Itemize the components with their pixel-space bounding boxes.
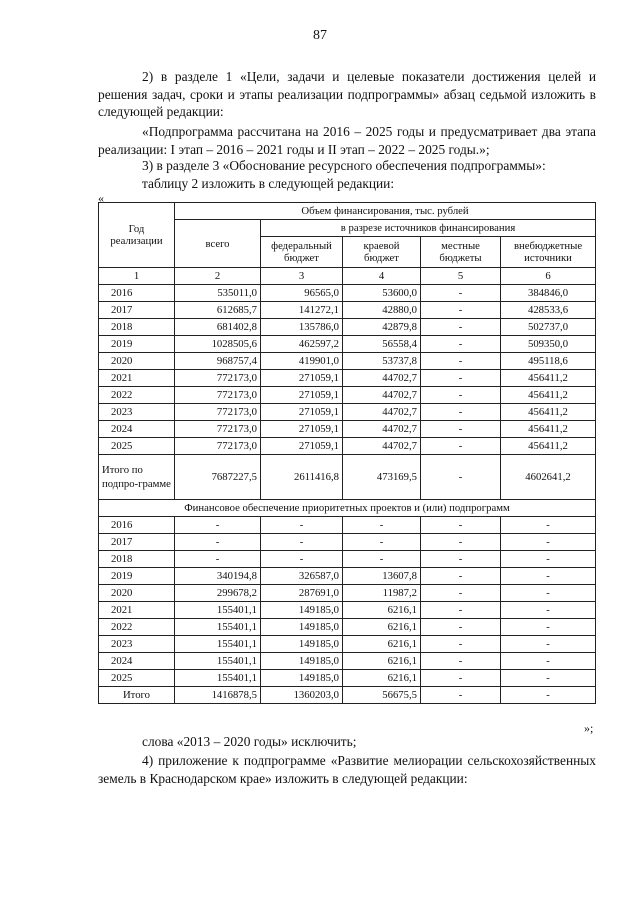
year-cell: 2022 [99,387,175,404]
value-cell: - [421,421,501,438]
year-cell: 2019 [99,568,175,585]
paragraph-text: 2) в разделе 1 «Цели, задачи и целевые показатели достижения целей и решения задач, сроки и этапы реализации подпрограммы» абзац седьмой изложить в следующей редакции: [98,69,596,119]
value-cell: 772173,0 [175,387,261,404]
value-cell: 149185,0 [261,636,343,653]
table-row [99,636,596,653]
paragraph-text: 3) в разделе 3 «Обоснование ресурсного обеспечения подпрограммы»: [142,158,546,173]
total-cell: 2611416,8 [261,455,343,500]
total-cell: 1360203,0 [261,687,343,704]
value-cell: 149185,0 [261,653,343,670]
value-cell: 287691,0 [261,585,343,602]
value-cell: - [175,551,261,568]
header-extra: внебюджетные источники [501,237,596,268]
value-cell: - [501,585,596,602]
funding-table-header [99,203,596,285]
value-cell: 772173,0 [175,421,261,438]
table-row [99,404,596,421]
table-total-row [99,687,596,704]
value-cell: 1028505,6 [175,336,261,353]
year-cell: 2024 [99,421,175,438]
value-cell: - [421,653,501,670]
value-cell: - [421,568,501,585]
table-row [99,602,596,619]
year-cell: 2023 [99,636,175,653]
column-number-cell: 5 [421,268,501,285]
value-cell: - [261,551,343,568]
table-row [99,585,596,602]
table-row [99,619,596,636]
value-cell: 155401,1 [175,670,261,687]
value-cell: 155401,1 [175,602,261,619]
value-cell: - [421,336,501,353]
value-cell: 968757,4 [175,353,261,370]
paragraph-text: слова «2013 – 2020 годы» исключить; [142,734,357,749]
value-cell: - [421,438,501,455]
table-row [99,319,596,336]
year-cell: 2021 [99,370,175,387]
value-cell: 271059,1 [261,438,343,455]
value-cell: 141272,1 [261,302,343,319]
value-cell: 428533,6 [501,302,596,319]
table-total-row [99,455,596,500]
value-cell: 149185,0 [261,602,343,619]
value-cell: - [421,602,501,619]
value-cell: - [261,534,343,551]
value-cell: - [175,517,261,534]
header-federal: федеральный бюджет [261,237,343,268]
column-number-cell: 6 [501,268,596,285]
value-cell: - [421,370,501,387]
value-cell: 149185,0 [261,619,343,636]
value-cell: 56558,4 [343,336,421,353]
value-cell: - [421,619,501,636]
value-cell: - [501,568,596,585]
table-row [99,551,596,568]
paragraph-text: «Подпрограмма рассчитана на 2016 – 2025 годы и предусматривает два этапа реализации: I этап – 2016 – 2021 годы и II этап – 2022 – 2025 годы.»; [98,124,596,157]
year-cell: 2017 [99,534,175,551]
year-cell: 2021 [99,602,175,619]
header-year: Год реализации [99,203,175,268]
value-cell: - [261,517,343,534]
paragraph-text: 4) приложение к подпрограмме «Развитие мелиорации сельскохозяйственных земель в Краснодарском крае» изложить в следующей редакции: [98,753,596,786]
page-number: 87 [313,28,327,43]
value-cell: 509350,0 [501,336,596,353]
value-cell: 271059,1 [261,421,343,438]
value-cell: - [421,302,501,319]
total-cell: - [421,455,501,500]
year-cell: 2022 [99,619,175,636]
total-cell: 1416878,5 [175,687,261,704]
column-number-cell: 4 [343,268,421,285]
value-cell: 299678,2 [175,585,261,602]
total-cell: - [421,687,501,704]
value-cell: - [501,653,596,670]
value-cell: - [175,534,261,551]
value-cell: 44702,7 [343,438,421,455]
value-cell: 456411,2 [501,421,596,438]
value-cell: - [501,619,596,636]
value-cell: 271059,1 [261,387,343,404]
year-cell: 2016 [99,285,175,302]
value-cell: 612685,7 [175,302,261,319]
table-row [99,370,596,387]
value-cell: - [343,551,421,568]
value-cell: 271059,1 [261,404,343,421]
paragraph-appendix-amendment [98,752,596,787]
table-row [99,285,596,302]
table-row [99,568,596,585]
header-funding: Объем финансирования, тыс. рублей [175,203,596,220]
value-cell: 155401,1 [175,619,261,636]
value-cell: - [421,670,501,687]
value-cell: 53600,0 [343,285,421,302]
value-cell: 11987,2 [343,585,421,602]
quote-open-mark: « [98,191,104,205]
value-cell: - [501,602,596,619]
year-cell: 2016 [99,517,175,534]
year-cell: 2019 [99,336,175,353]
paragraph-text: таблицу 2 изложить в следующей редакции: [142,176,395,191]
value-cell: 149185,0 [261,670,343,687]
value-cell: 271059,1 [261,370,343,387]
year-cell: 2018 [99,319,175,336]
quote-close-mark: »; [584,721,594,735]
paragraph-table-intro [98,175,596,193]
value-cell: 6216,1 [343,619,421,636]
value-cell: - [421,285,501,302]
value-cell: 456411,2 [501,370,596,387]
total-cell: 473169,5 [343,455,421,500]
value-cell: - [501,551,596,568]
value-cell: - [421,585,501,602]
value-cell: - [421,353,501,370]
year-cell: 2018 [99,551,175,568]
value-cell: 384846,0 [501,285,596,302]
section2-title-row [99,500,596,517]
value-cell: - [421,551,501,568]
year-cell: 2025 [99,438,175,455]
funding-table-body-main [99,285,596,455]
value-cell: 44702,7 [343,387,421,404]
value-cell: 502737,0 [501,319,596,336]
funding-table-total-priority [99,687,596,704]
year-cell: 2025 [99,670,175,687]
header-local: местные бюджеты [421,237,501,268]
header-total: всего [175,220,261,268]
value-cell: 340194,8 [175,568,261,585]
value-cell: - [421,636,501,653]
table-row [99,336,596,353]
value-cell: 772173,0 [175,370,261,387]
paragraph-section1-amendment [98,68,596,121]
total-label-cell: Итого по подпро-грамме [99,455,175,500]
value-cell: - [343,534,421,551]
value-cell: - [343,517,421,534]
value-cell: 155401,1 [175,636,261,653]
paragraph-words-removed [98,733,596,751]
value-cell: - [421,534,501,551]
table-row [99,353,596,370]
column-number-cell: 3 [261,268,343,285]
header-regional: краевой бюджет [343,237,421,268]
value-cell: 44702,7 [343,370,421,387]
year-cell: 2020 [99,353,175,370]
year-cell: 2020 [99,585,175,602]
value-cell: 96565,0 [261,285,343,302]
value-cell: 495118,6 [501,353,596,370]
value-cell: 44702,7 [343,421,421,438]
value-cell: 419901,0 [261,353,343,370]
table-row [99,517,596,534]
value-cell: 135786,0 [261,319,343,336]
value-cell: 456411,2 [501,438,596,455]
value-cell: - [421,517,501,534]
value-cell: - [421,404,501,421]
table-row [99,534,596,551]
value-cell: - [501,670,596,687]
value-cell: 6216,1 [343,653,421,670]
total-cell: - [501,687,596,704]
value-cell: 772173,0 [175,404,261,421]
paragraph-section3-amendment [98,157,596,175]
column-number-cell: 1 [99,268,175,285]
value-cell: - [421,319,501,336]
total-cell: 56675,5 [343,687,421,704]
year-cell: 2024 [99,653,175,670]
column-number-cell: 2 [175,268,261,285]
value-cell: 44702,7 [343,404,421,421]
table-row [99,438,596,455]
value-cell: 772173,0 [175,438,261,455]
value-cell: 6216,1 [343,602,421,619]
paragraph-quoted-period [98,123,596,158]
value-cell: 53737,8 [343,353,421,370]
total-cell: 4602641,2 [501,455,596,500]
value-cell: 13607,8 [343,568,421,585]
value-cell: 326587,0 [261,568,343,585]
value-cell: 462597,2 [261,336,343,353]
total-cell: 7687227,5 [175,455,261,500]
value-cell: 155401,1 [175,653,261,670]
table-row [99,670,596,687]
value-cell: 681402,8 [175,319,261,336]
value-cell: 6216,1 [343,670,421,687]
value-cell: 42880,0 [343,302,421,319]
table-row [99,421,596,438]
section2-title: Финансовое обеспечение приоритетных проектов и (или) подпрограмм [99,500,596,517]
funding-table-total-main [99,455,596,517]
year-cell: 2017 [99,302,175,319]
table-row [99,387,596,404]
year-cell: 2023 [99,404,175,421]
value-cell: - [501,636,596,653]
funding-table [98,202,596,704]
value-cell: 456411,2 [501,404,596,421]
value-cell: 535011,0 [175,285,261,302]
value-cell: - [501,534,596,551]
table-row [99,302,596,319]
value-cell: - [501,517,596,534]
value-cell: 456411,2 [501,387,596,404]
value-cell: 6216,1 [343,636,421,653]
table-row [99,653,596,670]
header-sources: в разрезе источников финансирования [261,220,596,237]
value-cell: 42879,8 [343,319,421,336]
funding-table-body-priority [99,517,596,687]
value-cell: - [421,387,501,404]
column-number-row [99,268,596,285]
total-label-cell: Итого [99,687,175,704]
